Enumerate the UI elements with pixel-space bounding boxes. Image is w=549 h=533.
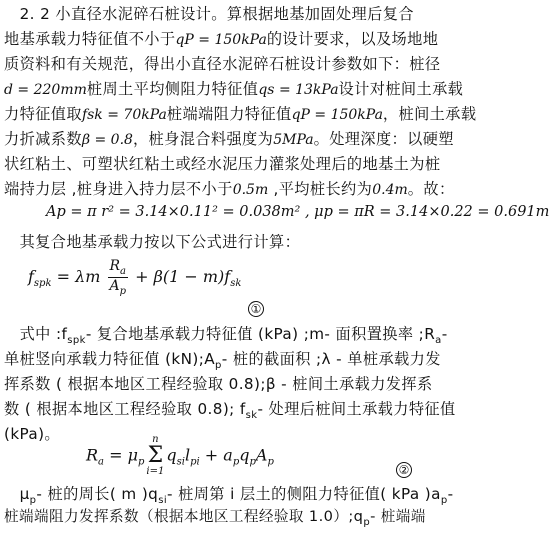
math-inline: qs = 13kPa <box>258 82 339 98</box>
text: 其复合地基承载力按以下公式进行计算： <box>4 233 301 251</box>
text: 数 ( 根据本地区工程经验取 0.8); f <box>4 400 246 418</box>
text: - 桩的周长( m )q <box>36 485 159 503</box>
subscript: a <box>435 335 442 347</box>
math-inline: qP = 150kPa <box>175 32 267 48</box>
text: 桩端端阻力特征值 <box>166 105 292 123</box>
section-heading-line <box>4 4 472 24</box>
text-line <box>4 129 472 150</box>
text: 挥系数 ( 根据本地区工程经验取 0.8);β - 桩间土承载力发挥系 <box>4 375 433 393</box>
math-inline: β = 0.8 <box>81 132 133 148</box>
formula-2: $R_a = \mu_p$ n Σ i=1 $q_{si}l_{pi} + a_pq_pA_p$ <box>86 434 274 477</box>
math-inline: fsk = 70kPa <box>81 107 167 123</box>
formula-number-1: ① <box>248 301 264 317</box>
text-line <box>4 154 472 174</box>
text: 桩周土平均侧阻力特征值 <box>86 80 259 98</box>
text: - 桩端端 <box>370 508 426 525</box>
text: 力折减系数 <box>4 130 82 148</box>
subscript: p <box>363 516 371 528</box>
text: ，桩间土承载 <box>382 105 477 123</box>
math-inline: d = 220mm <box>4 82 87 98</box>
formula-number-2: ② <box>396 462 412 478</box>
text-line <box>4 79 472 100</box>
text: 设计对桩间土承载 <box>338 80 464 98</box>
text: 的设计要求，以及场地地 <box>266 30 439 48</box>
text-line <box>4 399 472 426</box>
text: - <box>441 325 448 343</box>
text: 。故： <box>407 180 455 198</box>
text: 桩端端阻力发挥系数（根据本地区工程经验取 1.0）;q <box>4 508 364 525</box>
text: 单桩竖向承载力特征值 (kN);A <box>4 350 216 368</box>
subscript: spk <box>67 335 86 347</box>
subscript: p <box>215 360 222 372</box>
subscript: si <box>158 495 168 507</box>
text-line <box>4 507 472 533</box>
text: - 桩周第 i 层土的侧阻力特征值( kPa )a <box>167 485 441 503</box>
text: 地基承载力特征值不小于 <box>4 30 176 48</box>
math-inline: qP = 150kPa <box>291 107 383 123</box>
math-inline: 0.5m <box>232 182 269 198</box>
text-line <box>4 29 472 50</box>
equation-text: Ap = π r² = 3.14×0.11² = 0.038m² , μp = πR = 3.14×0.22 = 0.691m <box>46 204 549 220</box>
text: 式中 :f <box>4 325 68 343</box>
text: μ <box>4 485 30 503</box>
subscript: p <box>440 495 448 507</box>
text: 端持力层 ,桩身进入持力层不小于 <box>4 180 233 198</box>
equation-area-perimeter <box>46 204 549 220</box>
text-line <box>4 54 472 74</box>
text: - 桩的截面积 ;λ - 单桩承载力发 <box>221 350 441 368</box>
text-line <box>4 232 472 252</box>
text: - 复合地基承载力特征值 (kPa) ;m- 面积置换率 ;R <box>85 325 436 343</box>
text-line <box>4 349 472 376</box>
fraction: $\frac{R_a}{A_p}$ <box>109 258 127 297</box>
text: 力特征值取 <box>4 105 82 123</box>
text-line <box>4 104 477 125</box>
text: - 处理后桩间土承载力特征值 <box>257 400 456 418</box>
text: 2. 2 小直径水泥碎石桩设计。算根据地基加固处理后复合 <box>4 5 414 23</box>
text: ,平均桩长约为 <box>268 180 373 198</box>
text: 。处理深度：以硬塑 <box>313 130 454 148</box>
subscript: sk <box>245 410 258 422</box>
text: 质资料和有关规范，得出小直径水泥碎石桩设计参数如下：桩径 <box>4 55 441 73</box>
math-inline: 5MPa <box>273 132 314 148</box>
text: - <box>447 485 454 503</box>
text-line <box>4 324 472 351</box>
formula-1: $f_{spk} = \lambda m$ $\frac{R_a}{A_p}$ + $\beta(1 - m)f_{sk}$ <box>28 258 242 297</box>
math-inline: 0.4m <box>372 182 408 198</box>
text-line <box>4 179 472 200</box>
sum-symbol: n Σ i=1 <box>146 434 165 477</box>
text-line <box>4 374 472 394</box>
subscript: p <box>29 495 37 507</box>
text: (kPa)。 <box>4 425 61 443</box>
text: ，桩身混合料强度为 <box>132 130 274 148</box>
text: 状红粘土、可塑状红粘土或经水泥压力灌浆处理后的地基土为桩 <box>4 155 441 173</box>
